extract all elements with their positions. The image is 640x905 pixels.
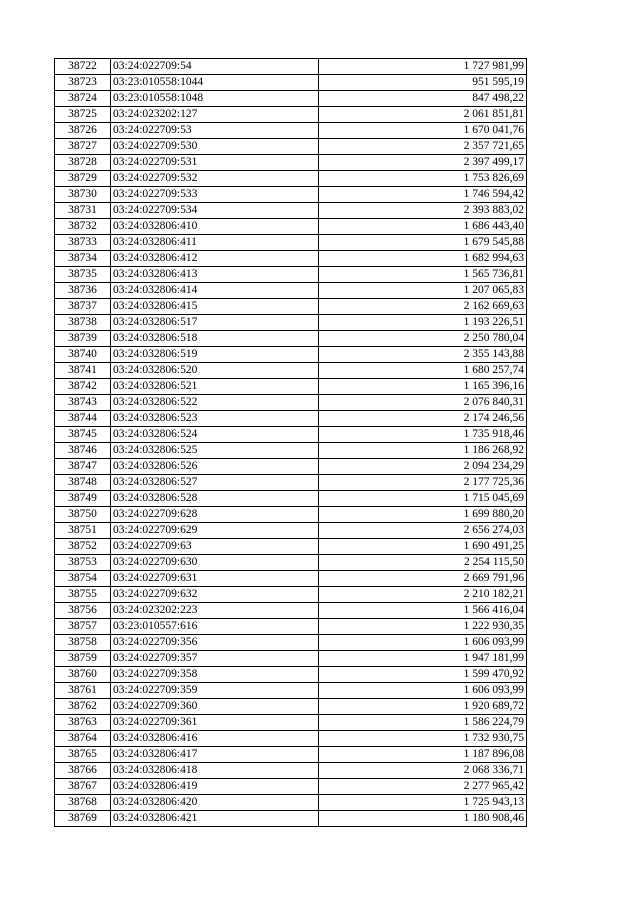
table-row (55, 331, 527, 347)
table-row (55, 811, 527, 827)
row-number-cell: 38750 (55, 507, 111, 523)
value-cell: 1 715 045,69 (319, 491, 527, 507)
table-row (55, 123, 527, 139)
row-number-cell: 38745 (55, 427, 111, 443)
row-number-cell: 38737 (55, 299, 111, 315)
cadastral-number-cell: 03:24:022709:63 (111, 539, 319, 555)
table-row (55, 651, 527, 667)
value-cell: 1 186 268,92 (319, 443, 527, 459)
cadastral-number-cell: 03:23:010558:1044 (111, 75, 319, 91)
table-row (55, 91, 527, 107)
value-cell: 2 094 234,29 (319, 459, 527, 475)
value-cell: 2 277 965,42 (319, 779, 527, 795)
cadastral-number-cell: 03:24:022709:628 (111, 507, 319, 523)
value-cell: 1 690 491,25 (319, 539, 527, 555)
table-row (55, 75, 527, 91)
value-cell: 2 177 725,36 (319, 475, 527, 491)
value-cell: 1 680 257,74 (319, 363, 527, 379)
table-row (55, 363, 527, 379)
row-number-cell: 38756 (55, 603, 111, 619)
cadastral-number-cell: 03:24:022709:357 (111, 651, 319, 667)
table-row (55, 795, 527, 811)
value-cell: 2 393 883,02 (319, 203, 527, 219)
cadastral-number-cell: 03:24:032806:526 (111, 459, 319, 475)
value-cell: 1 222 930,35 (319, 619, 527, 635)
table-row (55, 507, 527, 523)
value-cell: 2 068 336,71 (319, 763, 527, 779)
value-cell: 1 193 226,51 (319, 315, 527, 331)
row-number-cell: 38763 (55, 715, 111, 731)
row-number-cell: 38722 (55, 59, 111, 75)
cadastral-number-cell: 03:24:022709:356 (111, 635, 319, 651)
value-cell: 1 920 689,72 (319, 699, 527, 715)
value-cell: 1 606 093,99 (319, 635, 527, 651)
table-row (55, 683, 527, 699)
value-cell: 1 187 896,08 (319, 747, 527, 763)
row-number-cell: 38739 (55, 331, 111, 347)
value-cell: 2 076 840,31 (319, 395, 527, 411)
table-row (55, 171, 527, 187)
cadastral-number-cell: 03:24:022709:629 (111, 523, 319, 539)
value-cell: 2 397 499,17 (319, 155, 527, 171)
cadastral-number-cell: 03:24:032806:522 (111, 395, 319, 411)
cadastral-number-cell: 03:24:022709:534 (111, 203, 319, 219)
cadastral-number-cell: 03:24:022709:358 (111, 667, 319, 683)
cadastral-number-cell: 03:24:032806:521 (111, 379, 319, 395)
value-cell: 1 947 181,99 (319, 651, 527, 667)
row-number-cell: 38726 (55, 123, 111, 139)
table-row (55, 731, 527, 747)
row-number-cell: 38743 (55, 395, 111, 411)
cadastral-number-cell: 03:24:022709:533 (111, 187, 319, 203)
table-row (55, 219, 527, 235)
value-cell: 1 735 918,46 (319, 427, 527, 443)
value-cell: 1 753 826,69 (319, 171, 527, 187)
cadastral-number-cell: 03:24:032806:414 (111, 283, 319, 299)
value-cell: 2 210 182,21 (319, 587, 527, 603)
value-cell: 1 599 470,92 (319, 667, 527, 683)
row-number-cell: 38723 (55, 75, 111, 91)
table-row (55, 139, 527, 155)
row-number-cell: 38749 (55, 491, 111, 507)
cadastral-number-cell: 03:23:010558:1048 (111, 91, 319, 107)
cadastral-number-cell: 03:24:032806:413 (111, 267, 319, 283)
table-row (55, 475, 527, 491)
cadastral-number-cell: 03:24:032806:517 (111, 315, 319, 331)
row-number-cell: 38758 (55, 635, 111, 651)
cadastral-number-cell: 03:24:032806:525 (111, 443, 319, 459)
table-row (55, 443, 527, 459)
row-number-cell: 38768 (55, 795, 111, 811)
row-number-cell: 38728 (55, 155, 111, 171)
row-number-cell: 38727 (55, 139, 111, 155)
table-row (55, 571, 527, 587)
row-number-cell: 38748 (55, 475, 111, 491)
row-number-cell: 38752 (55, 539, 111, 555)
cadastral-number-cell: 03:24:032806:410 (111, 219, 319, 235)
value-cell: 2 061 851,81 (319, 107, 527, 123)
row-number-cell: 38733 (55, 235, 111, 251)
cadastral-number-cell: 03:24:032806:415 (111, 299, 319, 315)
table-row (55, 667, 527, 683)
row-number-cell: 38757 (55, 619, 111, 635)
value-cell: 847 498,22 (319, 91, 527, 107)
cadastral-number-cell: 03:24:022709:531 (111, 155, 319, 171)
table-row (55, 251, 527, 267)
value-cell: 1 732 930,75 (319, 731, 527, 747)
value-cell: 1 606 093,99 (319, 683, 527, 699)
cadastral-number-cell: 03:24:032806:523 (111, 411, 319, 427)
row-number-cell: 38760 (55, 667, 111, 683)
row-number-cell: 38742 (55, 379, 111, 395)
value-cell: 1 725 943,13 (319, 795, 527, 811)
row-number-cell: 38730 (55, 187, 111, 203)
row-number-cell: 38751 (55, 523, 111, 539)
row-number-cell: 38746 (55, 443, 111, 459)
table-row (55, 235, 527, 251)
cadastral-number-cell: 03:24:032806:412 (111, 251, 319, 267)
value-cell: 1 699 880,20 (319, 507, 527, 523)
table-row (55, 523, 527, 539)
row-number-cell: 38724 (55, 91, 111, 107)
value-cell: 2 250 780,04 (319, 331, 527, 347)
table-row (55, 299, 527, 315)
value-cell: 1 165 396,16 (319, 379, 527, 395)
table-row (55, 59, 527, 75)
value-cell: 2 254 115,50 (319, 555, 527, 571)
table-row (55, 587, 527, 603)
value-cell: 1 682 994,63 (319, 251, 527, 267)
table-row (55, 555, 527, 571)
row-number-cell: 38764 (55, 731, 111, 747)
row-number-cell: 38769 (55, 811, 111, 827)
row-number-cell: 38735 (55, 267, 111, 283)
row-number-cell: 38740 (55, 347, 111, 363)
cadastral-number-cell: 03:24:032806:528 (111, 491, 319, 507)
cadastral-number-cell: 03:24:022709:632 (111, 587, 319, 603)
table-row (55, 267, 527, 283)
cadastral-number-cell: 03:24:032806:418 (111, 763, 319, 779)
cadastral-number-cell: 03:24:022709:532 (111, 171, 319, 187)
value-cell: 2 355 143,88 (319, 347, 527, 363)
row-number-cell: 38729 (55, 171, 111, 187)
cadastral-number-cell: 03:24:032806:411 (111, 235, 319, 251)
cadastral-number-cell: 03:24:022709:54 (111, 59, 319, 75)
row-number-cell: 38766 (55, 763, 111, 779)
row-number-cell: 38753 (55, 555, 111, 571)
row-number-cell: 38747 (55, 459, 111, 475)
value-cell: 1 180 908,46 (319, 811, 527, 827)
table-row (55, 779, 527, 795)
table-row (55, 411, 527, 427)
cadastral-number-cell: 03:24:032806:527 (111, 475, 319, 491)
value-cell: 951 595,19 (319, 75, 527, 91)
table-row (55, 491, 527, 507)
cadastral-number-cell: 03:24:023202:127 (111, 107, 319, 123)
value-cell: 2 357 721,65 (319, 139, 527, 155)
row-number-cell: 38732 (55, 219, 111, 235)
value-cell: 1 586 224,79 (319, 715, 527, 731)
cadastral-number-cell: 03:24:032806:524 (111, 427, 319, 443)
value-cell: 1 566 416,04 (319, 603, 527, 619)
table-row (55, 315, 527, 331)
row-number-cell: 38744 (55, 411, 111, 427)
row-number-cell: 38738 (55, 315, 111, 331)
value-cell: 1 565 736,81 (319, 267, 527, 283)
cadastral-number-cell: 03:24:032806:421 (111, 811, 319, 827)
row-number-cell: 38725 (55, 107, 111, 123)
cadastral-value-table (54, 58, 527, 827)
cadastral-number-cell: 03:24:032806:417 (111, 747, 319, 763)
row-number-cell: 38734 (55, 251, 111, 267)
cadastral-number-cell: 03:24:022709:53 (111, 123, 319, 139)
value-cell: 1 679 545,88 (319, 235, 527, 251)
table-row (55, 203, 527, 219)
cadastral-number-cell: 03:24:022709:361 (111, 715, 319, 731)
value-cell: 2 669 791,96 (319, 571, 527, 587)
cadastral-number-cell: 03:24:032806:416 (111, 731, 319, 747)
table-row (55, 635, 527, 651)
row-number-cell: 38762 (55, 699, 111, 715)
cadastral-number-cell: 03:24:032806:519 (111, 347, 319, 363)
table-row (55, 699, 527, 715)
cadastral-number-cell: 03:24:022709:359 (111, 683, 319, 699)
table-row (55, 187, 527, 203)
row-number-cell: 38765 (55, 747, 111, 763)
table-row (55, 155, 527, 171)
cadastral-number-cell: 03:24:032806:419 (111, 779, 319, 795)
table-row (55, 107, 527, 123)
row-number-cell: 38731 (55, 203, 111, 219)
cadastral-number-cell: 03:24:022709:530 (111, 139, 319, 155)
table-row (55, 395, 527, 411)
table-row (55, 715, 527, 731)
cadastral-number-cell: 03:24:023202:223 (111, 603, 319, 619)
value-cell: 1 727 981,99 (319, 59, 527, 75)
cadastral-number-cell: 03:24:032806:520 (111, 363, 319, 379)
cadastral-number-cell: 03:24:032806:420 (111, 795, 319, 811)
table-row (55, 459, 527, 475)
cadastral-number-cell: 03:24:022709:360 (111, 699, 319, 715)
cadastral-number-cell: 03:24:032806:518 (111, 331, 319, 347)
row-number-cell: 38761 (55, 683, 111, 699)
table-row (55, 747, 527, 763)
row-number-cell: 38767 (55, 779, 111, 795)
table-body (55, 59, 527, 827)
table-row (55, 539, 527, 555)
cadastral-number-cell: 03:24:022709:631 (111, 571, 319, 587)
row-number-cell: 38736 (55, 283, 111, 299)
table-row (55, 603, 527, 619)
row-number-cell: 38759 (55, 651, 111, 667)
table-row (55, 427, 527, 443)
row-number-cell: 38754 (55, 571, 111, 587)
table-row (55, 763, 527, 779)
cadastral-number-cell: 03:24:022709:630 (111, 555, 319, 571)
row-number-cell: 38755 (55, 587, 111, 603)
table-row (55, 619, 527, 635)
value-cell: 2 162 669,63 (319, 299, 527, 315)
value-cell: 1 746 594,42 (319, 187, 527, 203)
row-number-cell: 38741 (55, 363, 111, 379)
table-row (55, 347, 527, 363)
value-cell: 1 670 041,76 (319, 123, 527, 139)
value-cell: 2 656 274,03 (319, 523, 527, 539)
value-cell: 1 207 065,83 (319, 283, 527, 299)
value-cell: 1 686 443,40 (319, 219, 527, 235)
table-row (55, 283, 527, 299)
table-row (55, 379, 527, 395)
cadastral-number-cell: 03:23:010557:616 (111, 619, 319, 635)
value-cell: 2 174 246,56 (319, 411, 527, 427)
